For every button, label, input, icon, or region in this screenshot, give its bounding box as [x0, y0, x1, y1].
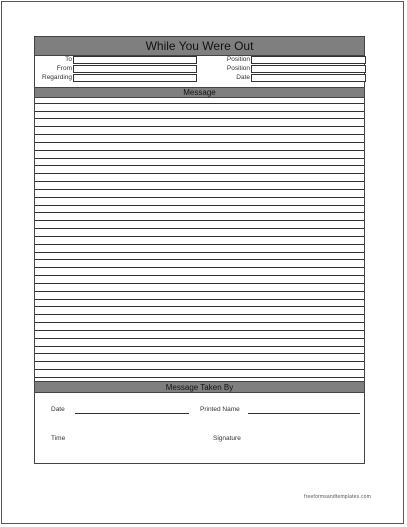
- message-line: [35, 338, 364, 339]
- message-line: [35, 259, 364, 260]
- field-row-1: [35, 56, 364, 64]
- message-line: [35, 158, 364, 159]
- message-line: [35, 103, 364, 104]
- taken-by-section: [35, 393, 364, 465]
- date-field[interactable]: [251, 74, 366, 82]
- date-label: Date: [236, 74, 250, 81]
- message-line: [35, 361, 364, 362]
- regarding-label: Regarding: [42, 74, 72, 81]
- from-label: From: [56, 65, 72, 72]
- message-line: [35, 197, 364, 198]
- message-header: Message: [35, 87, 364, 98]
- field-row-3: [35, 74, 364, 82]
- to-label: To: [65, 56, 72, 63]
- message-line: [35, 236, 364, 237]
- message-line: [35, 299, 364, 300]
- message-form: [34, 36, 365, 464]
- message-line: [35, 134, 364, 135]
- message-line: [35, 330, 364, 331]
- message-line: [35, 126, 364, 127]
- time-label: Time: [51, 435, 66, 442]
- message-line: [35, 306, 364, 307]
- taken-date-label: Date: [51, 406, 65, 413]
- message-line: [35, 189, 364, 190]
- position-field-2[interactable]: [251, 65, 366, 73]
- message-line: [35, 150, 364, 151]
- message-line: [35, 252, 364, 253]
- message-line: [35, 142, 364, 143]
- header-fields: [35, 55, 364, 87]
- message-line: [35, 377, 364, 378]
- footer-credit: freeformsandtemplates.com: [304, 494, 371, 500]
- message-line: [35, 173, 364, 174]
- printed-name-label: Printed Name: [200, 406, 240, 413]
- message-line: [35, 283, 364, 284]
- printed-name-line[interactable]: [248, 413, 360, 414]
- field-row-2: [35, 65, 364, 73]
- message-line: [35, 165, 364, 166]
- taken-by-header: Message Taken By: [35, 381, 364, 393]
- message-line: [35, 275, 364, 276]
- message-line: [35, 244, 364, 245]
- message-line: [35, 369, 364, 370]
- position-field[interactable]: [251, 56, 366, 64]
- message-line: [35, 291, 364, 292]
- regarding-field[interactable]: [73, 74, 197, 82]
- message-line: [35, 111, 364, 112]
- message-line: [35, 267, 364, 268]
- position-label: Position: [226, 56, 250, 63]
- to-field[interactable]: [73, 56, 197, 64]
- signature-label: Signature: [213, 435, 241, 442]
- message-line: [35, 220, 364, 221]
- message-area[interactable]: [35, 98, 364, 380]
- from-field[interactable]: [73, 65, 197, 73]
- message-line: [35, 346, 364, 347]
- message-line: [35, 314, 364, 315]
- message-line: [35, 353, 364, 354]
- message-line: [35, 205, 364, 206]
- form-title: While You Were Out: [35, 37, 364, 56]
- message-line: [35, 322, 364, 323]
- message-line: [35, 181, 364, 182]
- message-line: [35, 118, 364, 119]
- position-label-2: Position: [226, 65, 250, 72]
- taken-date-line[interactable]: [75, 413, 189, 414]
- message-line: [35, 212, 364, 213]
- message-line: [35, 228, 364, 229]
